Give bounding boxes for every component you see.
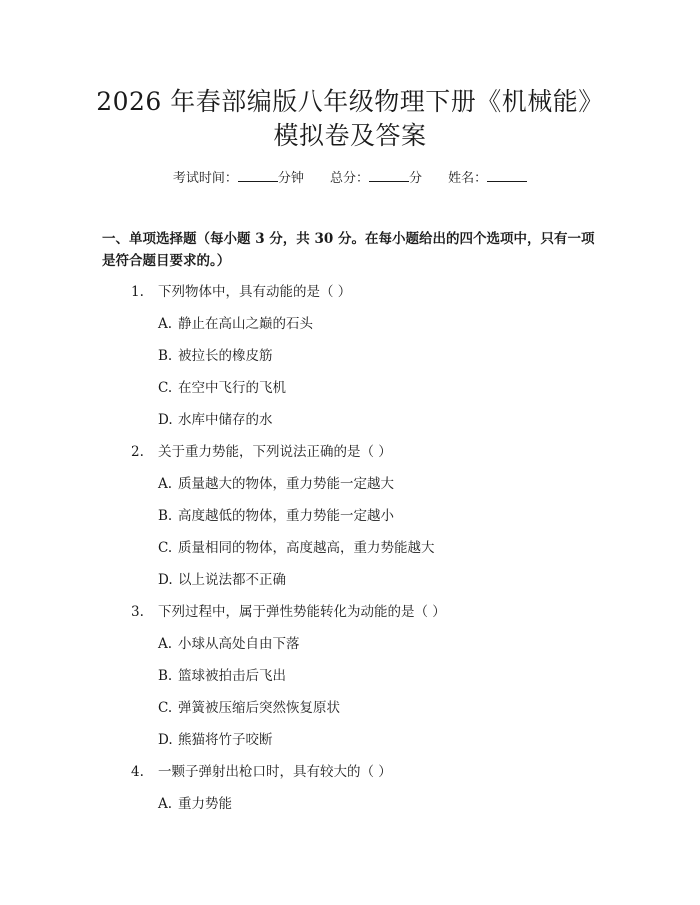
option-text: 弹簧被压缩后突然恢复原状 — [178, 700, 340, 716]
question-2-option-c — [158, 538, 435, 558]
question-1-option-b — [158, 346, 273, 366]
option-letter: D. — [158, 572, 173, 588]
option-letter: A. — [158, 636, 173, 652]
option-text: 质量相同的物体，高度越高，重力势能越大 — [178, 540, 435, 556]
option-letter: B. — [158, 668, 173, 684]
exam-time — [173, 168, 304, 189]
question-3 — [131, 602, 446, 622]
question-2-option-a — [158, 474, 394, 494]
exam-score-blank — [369, 168, 409, 182]
question-3-option-b — [158, 666, 286, 686]
question-4 — [131, 762, 392, 782]
exam-time-unit: 分钟 — [277, 171, 304, 186]
section-heading: 一、单项选择题（每小题 3 分，共 30 分。在每小题给出的四个选项中，只有一项是符合题目要求的。） — [102, 231, 595, 269]
question-1-option-d — [158, 410, 273, 430]
question-text: 下列过程中，属于弹性势能转化为动能的是（ ） — [158, 604, 446, 620]
option-text: 篮球被拍击后飞出 — [178, 668, 286, 684]
exam-time-label: 考试时间： — [172, 171, 238, 186]
question-1-option-a — [158, 314, 313, 334]
question-text: 下列物体中，具有动能的是（ ） — [158, 284, 352, 300]
exam-score-label: 总分： — [329, 171, 369, 186]
option-letter: C. — [158, 540, 173, 556]
option-letter: C. — [158, 700, 173, 716]
question-3-option-a — [158, 634, 300, 654]
exam-name-blank — [487, 168, 527, 182]
question-text: 一颗子弹射出枪口时，具有较大的（ ） — [158, 764, 392, 780]
document-title-line-1: 2026 年春部编版八年级物理下册《机械能》 — [96, 87, 604, 116]
option-letter: B. — [158, 508, 173, 524]
exam-score — [330, 168, 422, 189]
option-text: 以上说法都不正确 — [178, 572, 286, 588]
option-text: 熊猫将竹子咬断 — [178, 732, 273, 748]
option-text: 小球从高处自由下落 — [178, 636, 300, 652]
option-letter: A. — [158, 796, 173, 812]
option-letter: B. — [158, 348, 173, 364]
option-text: 重力势能 — [178, 796, 232, 812]
question-number: 4. — [131, 764, 144, 780]
question-number: 2. — [131, 444, 144, 460]
option-letter: A. — [158, 316, 173, 332]
option-text: 被拉长的橡皮筋 — [178, 348, 273, 364]
question-number: 1. — [131, 284, 144, 300]
option-text: 水库中储存的水 — [178, 412, 273, 428]
option-text: 在空中飞行的飞机 — [178, 380, 286, 396]
exam-name-label: 姓名： — [448, 171, 488, 186]
question-1 — [131, 282, 351, 302]
exam-score-unit: 分 — [409, 171, 423, 186]
option-letter: D. — [158, 732, 173, 748]
option-text: 高度越低的物体，重力势能一定越小 — [178, 508, 394, 524]
option-letter: D. — [158, 412, 173, 428]
exam-name — [448, 168, 527, 189]
option-text: 质量越大的物体，重力势能一定越大 — [178, 476, 394, 492]
question-2 — [131, 442, 392, 462]
question-3-option-c — [158, 698, 340, 718]
question-2-option-d — [158, 570, 286, 590]
question-3-option-d — [158, 730, 273, 750]
option-text: 静止在高山之巅的石头 — [178, 316, 313, 332]
document-title-line-2: 模拟卷及答案 — [273, 121, 427, 150]
option-letter: A. — [158, 476, 173, 492]
question-1-option-c — [158, 378, 286, 398]
question-text: 关于重力势能，下列说法正确的是（ ） — [158, 444, 392, 460]
exam-time-blank — [238, 168, 278, 182]
exam-meta — [0, 168, 700, 189]
option-letter: C. — [158, 380, 173, 396]
question-number: 3. — [131, 604, 144, 620]
question-2-option-b — [158, 506, 394, 526]
question-4-option-a — [158, 794, 232, 814]
